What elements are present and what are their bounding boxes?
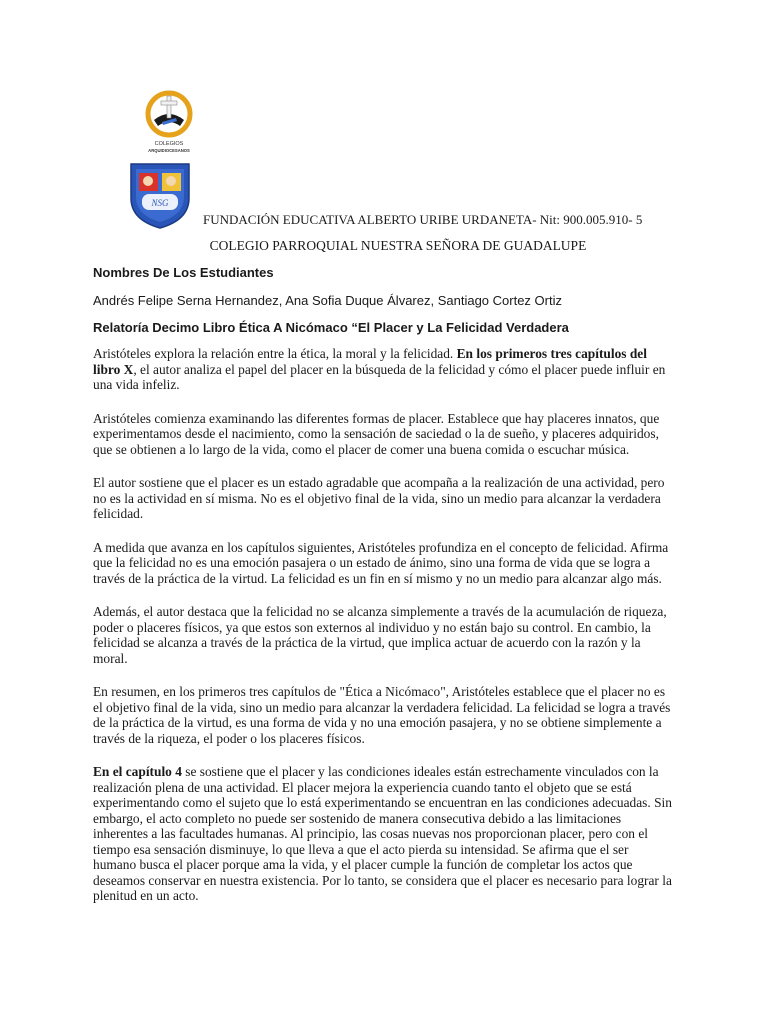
paragraph-1 (93, 346, 673, 393)
p1-text-a: Aristóteles explora la relación entre la ética, la moral y la felicidad. (93, 346, 457, 361)
p1-text-b: , el autor analiza el papel del placer en la búsqueda de la felicidad y cómo el placer puede influir en una vida infeliz. (93, 361, 666, 392)
document-body (93, 346, 673, 922)
paragraph-5: Además, el autor destaca que la felicidad no se alcanza simplemente a través de la acumulación de riqueza, poder o placeres físicos, ya que estos son externos al individuo y no están bajo su control. En cambio, la felicidad se alcanza a través de la práctica de la virtud, que implica actuar de acuerdo con la razón y la moral. (93, 604, 667, 666)
students-heading: Nombres De Los Estudiantes (93, 265, 274, 280)
paragraph-2: Aristóteles comienza examinando las diferentes formas de placer. Establece que hay placeres innatos, que experimentamos desde el nacimiento, como la sensación de saciedad o la de sueño, y placeres adquiridos, que se obtienen a lo largo de la vida, como el placer de comer una buena comida o escuchar música. (93, 410, 660, 457)
colegios-arquidiocesanos-logo (140, 90, 198, 156)
p1-bold: En los primeros tres capítulos del libro X (93, 346, 647, 377)
document-title: Relatoría Decimo Libro Ética A Nicómaco “El Placer y La Felicidad Verdadera (93, 320, 569, 335)
paragraph-4: A medida que avanza en los capítulos siguientes, Aristóteles profundiza en el concepto de felicidad. Afirma que la felicidad no es una emoción pasajera o un estado de ánimo, sino una forma de vida que se logra a través de la práctica de la virtud. La felicidad es un fin en sí mismo y no un medio para alcanzar algo más. (93, 539, 669, 586)
logo-text-colegios: COLEGIOS (154, 141, 184, 147)
paragraph-3: El autor sostiene que el placer es un estado agradable que acompaña a la realización de una actividad, pero no es la actividad en sí misma. No es el objetivo final de la vida, sino un medio para alcanzar la verdadera felicidad. (93, 475, 665, 521)
p7-text: se sostiene que el placer y las condiciones ideales están estrechamente vinculados con la realización plena de una actividad. El placer mejora la experiencia cuando tanto el objeto que se está experimentando como el sujeto que lo está experimentando se encuentran en las condiciones adecuadas. Sin embargo, el acto completo no puede ser sostenido de manera consecutiva debido a las limitaciones inherentes a las facultades humanas. Al principio, las cosas nuevas nos proporcionan placer, pero con el tiempo esa sensación disminuye, lo que lleva a que el acto pierda su intensidad. Se afirma que el ser humano busca el placer porque ama la vida, y el placer cumple la función de completar los actos que deseamos conservar en nuestra existencia. Por lo tanto, se considera que el placer es necesario para lograr la plenitud en un acto. (93, 764, 672, 903)
foundation-header: FUNDACIÓN EDUCATIVA ALBERTO URIBE URDANETA- Nit: 900.005.910- 5 (203, 212, 643, 227)
p7-bold: En el capítulo 4 (93, 764, 182, 779)
logo-text-arquidiocesanos: ARQUIDIOCESANOS (148, 148, 190, 153)
paragraph-6: En resumen, en los primeros tres capítulos de "Ética a Nicómaco", Aristóteles establece que el placer no es el objetivo final de la vida, sino un medio para alcanzar la verdadera felicidad. La felicidad se logra a través de la práctica de la virtud, es una forma de vida y no una emoción pasajera, y no se obtiene simplemente a través de la riqueza, el poder o los placeres físicos. (93, 684, 671, 746)
school-shield-logo (128, 160, 192, 230)
students-names: Andrés Felipe Serna Hernandez, Ana Sofia Duque Álvarez, Santiago Cortez Ortiz (93, 293, 562, 308)
paragraph-7 (93, 764, 673, 904)
school-name-header: COLEGIO PARROQUIAL NUESTRA SEÑORA DE GUADALUPE (209, 238, 587, 253)
shield-text: NSG (151, 198, 169, 208)
